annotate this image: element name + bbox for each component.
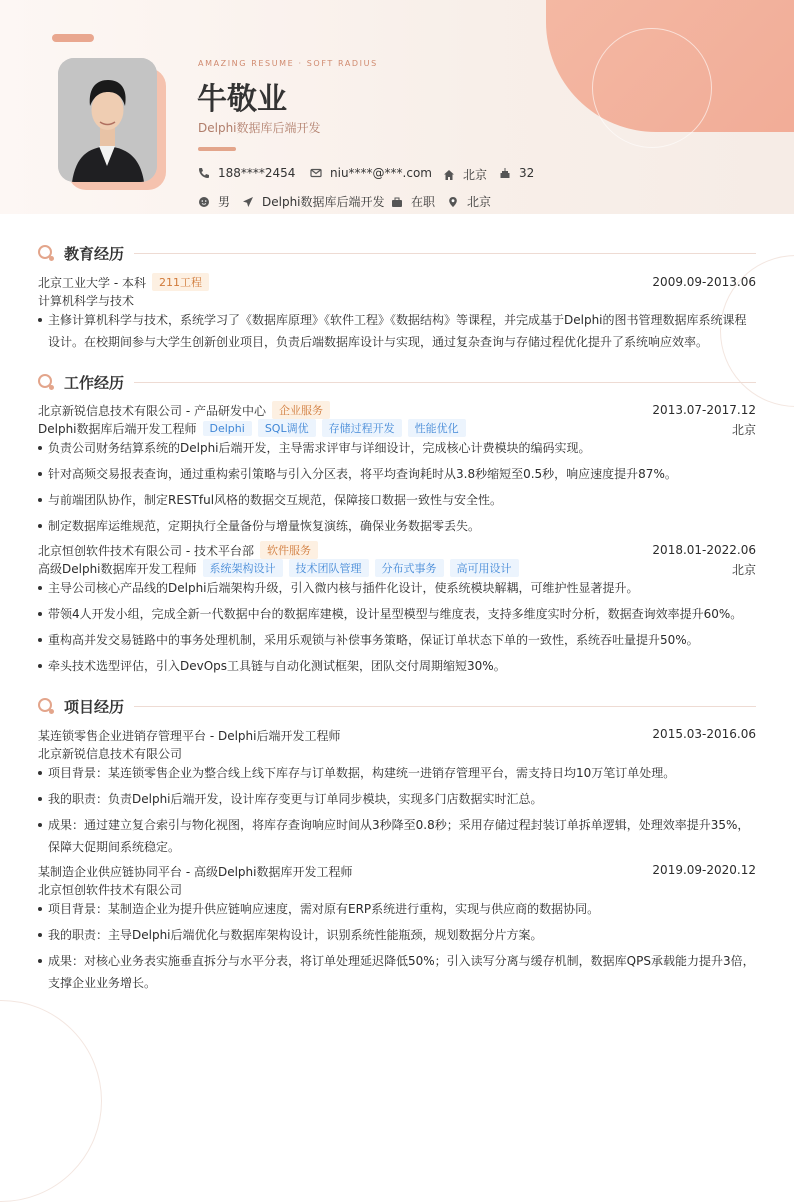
job-2-city: 北京 — [731, 563, 756, 577]
education-major: 计算机科学与技术 — [38, 294, 135, 308]
job-1-date: 2013.07-2017.12 — [652, 403, 756, 417]
decorative-circle — [592, 28, 712, 148]
send-icon — [242, 196, 254, 208]
job-1-company: 北京新锐信息技术有限公司 - 产品研发中心 — [38, 403, 266, 418]
project-1-bullet: 我的职责：负责Delphi后端开发，设计库存变更与订单同步模块，实现多门店数据实时汇总。 — [38, 788, 756, 810]
skill-tag: 性能优化 — [408, 419, 466, 437]
projects-heading: 项目经历 — [64, 698, 125, 716]
search-icon — [38, 245, 54, 261]
job-2-role-row — [38, 559, 519, 577]
contact-intention — [242, 193, 385, 210]
contact-gender — [198, 193, 230, 210]
project-2-company: 北京恒创软件技术有限公司 — [38, 883, 183, 897]
section-divider — [134, 382, 756, 383]
contact-phone — [198, 166, 295, 180]
portrait-image — [58, 58, 157, 182]
project-2-bullet: 我的职责：主导Delphi后端优化与数据库架构设计，识别系统性能瓶颈，规划数据分片方案。 — [38, 924, 756, 946]
education-date: 2009.09-2013.06 — [652, 275, 756, 289]
contact-home — [443, 166, 487, 183]
job-2-company-tag: 软件服务 — [260, 541, 318, 559]
job-1-city: 北京 — [731, 423, 756, 437]
education-school-row — [38, 273, 209, 291]
education-bullet: 主修计算机科学与技术，系统学习了《数据库原理》《软件工程》《数据结构》等课程，并完成基于Delphi的图书管理数据库系统课程设计。在校期间参与大学生创新创业项目，负责后端数据库设计与实现，通过复杂查询与存储过程优化提升了系统响应效率。 — [38, 309, 756, 353]
skill-tag: 技术团队管理 — [289, 559, 369, 577]
job-1-bullet: 负责公司财务结算系统的Delphi后端开发，主导需求评审与详细设计，完成核心计费模块的编码实现。 — [38, 437, 756, 459]
work-heading: 工作经历 — [64, 374, 125, 392]
job-2-company-row — [38, 541, 318, 559]
section-divider — [134, 706, 756, 707]
cake-icon — [499, 167, 511, 179]
section-divider — [134, 253, 756, 254]
job-1-bullet: 针对高频交易报表查询，通过重构索引策略与引入分区表，将平均查询耗时从3.8秒缩短至0.5秒，响应速度提升87%。 — [38, 463, 756, 485]
project-2-name: 某制造企业供应链协同平台 - 高级Delphi数据库开发工程师 — [38, 865, 353, 879]
school-tag: 211工程 — [152, 273, 209, 291]
job-1-role-row — [38, 419, 466, 437]
phone-icon — [198, 167, 210, 179]
briefcase-icon — [391, 196, 403, 208]
project-1-name: 某连锁零售企业进销存管理平台 - Delphi后端开发工程师 — [38, 729, 341, 743]
job-1-role: Delphi数据库后端开发工程师 — [38, 421, 197, 436]
job-2-role: 高级Delphi数据库开发工程师 — [38, 561, 197, 576]
contact-age — [499, 166, 534, 180]
home-icon — [443, 169, 455, 181]
age-text: 32 — [519, 166, 535, 180]
skill-tag: 系统架构设计 — [203, 559, 283, 577]
job-2-date: 2018.01-2022.06 — [652, 543, 756, 557]
email-text: niu****@***.com — [330, 166, 432, 180]
project-1-date: 2015.03-2016.06 — [652, 727, 756, 741]
intention-text: Delphi数据库后端开发 — [262, 195, 385, 209]
location-icon — [447, 196, 459, 208]
contact-email — [310, 166, 432, 180]
job-2-bullet: 主导公司核心产品线的Delphi后端架构升级，引入微内核与插件化设计，使系统模块解耦，可维护性显著提升。 — [38, 577, 756, 599]
skill-tag: 分布式事务 — [375, 559, 444, 577]
mail-icon — [310, 167, 322, 179]
project-1-bullet: 成果：通过建立复合索引与物化视图，将库存查询响应时间从3秒降至0.8秒；采用存储过程封装订单拆单逻辑，处理效率提升35%，保障大促期间系统稳定。 — [38, 814, 756, 858]
job-title: Delphi数据库后端开发 — [198, 121, 321, 135]
decorative-ring-bottom — [0, 1000, 102, 1202]
project-1-bullet: 项目背景：某连锁零售企业为整合线上线下库存与订单数据，构建统一进销存管理平台，需支持日均10万笔订单处理。 — [38, 762, 756, 784]
contact-location — [447, 193, 491, 210]
phone-text: 188****2454 — [218, 166, 296, 180]
location-text: 北京 — [467, 195, 492, 209]
avatar — [58, 58, 157, 182]
job-1-company-tag: 企业服务 — [272, 401, 330, 419]
skill-tag: SQL调优 — [258, 419, 316, 437]
contact-status — [391, 193, 435, 210]
project-1-company: 北京新锐信息技术有限公司 — [38, 747, 183, 761]
title-underline — [198, 147, 236, 151]
job-2-company: 北京恒创软件技术有限公司 - 技术平台部 — [38, 543, 254, 558]
project-2-date: 2019.09-2020.12 — [652, 863, 756, 877]
search-icon — [38, 698, 54, 714]
gender-icon — [198, 196, 210, 208]
status-text: 在职 — [411, 195, 436, 209]
school-name: 北京工业大学 - 本科 — [38, 275, 146, 290]
gender-text: 男 — [218, 195, 231, 209]
job-1-company-row — [38, 401, 330, 419]
home-text: 北京 — [463, 168, 488, 182]
project-2-bullet: 项目背景：某制造企业为提升供应链响应速度，需对原有ERP系统进行重构，实现与供应商的数据协同。 — [38, 898, 756, 920]
candidate-name: 牛敬业 — [197, 82, 287, 117]
skill-tag: 存储过程开发 — [322, 419, 402, 437]
search-icon — [38, 374, 54, 390]
job-1-bullet: 与前端团队协作，制定RESTful风格的数据交互规范，保障接口数据一致性与安全性。 — [38, 489, 756, 511]
resume-tagline: AMAZING RESUME · SOFT RADIUS — [198, 59, 378, 68]
project-2-bullet: 成果：对核心业务表实施垂直拆分与水平分表，将订单处理延迟降低50%；引入读写分离与缓存机制，数据库QPS承载能力提升3倍，支撑企业业务增长。 — [38, 950, 756, 994]
job-2-bullet: 重构高并发交易链路中的事务处理机制，采用乐观锁与补偿事务策略，保证订单状态下单的一致性，系统吞吐量提升50%。 — [38, 629, 756, 651]
job-2-bullet: 牵头技术选型评估，引入DevOps工具链与自动化测试框架，团队交付周期缩短30%。 — [38, 655, 756, 677]
education-heading: 教育经历 — [64, 245, 125, 263]
skill-tag: Delphi — [203, 421, 252, 436]
accent-pill — [52, 34, 94, 42]
job-1-bullet: 制定数据库运维规范，定期执行全量备份与增量恢复演练，确保业务数据零丢失。 — [38, 515, 756, 537]
skill-tag: 高可用设计 — [450, 559, 519, 577]
job-2-bullet: 带领4人开发小组，完成全新一代数据中台的数据库建模，设计星型模型与维度表，支持多维度实时分析，数据查询效率提升60%。 — [38, 603, 756, 625]
